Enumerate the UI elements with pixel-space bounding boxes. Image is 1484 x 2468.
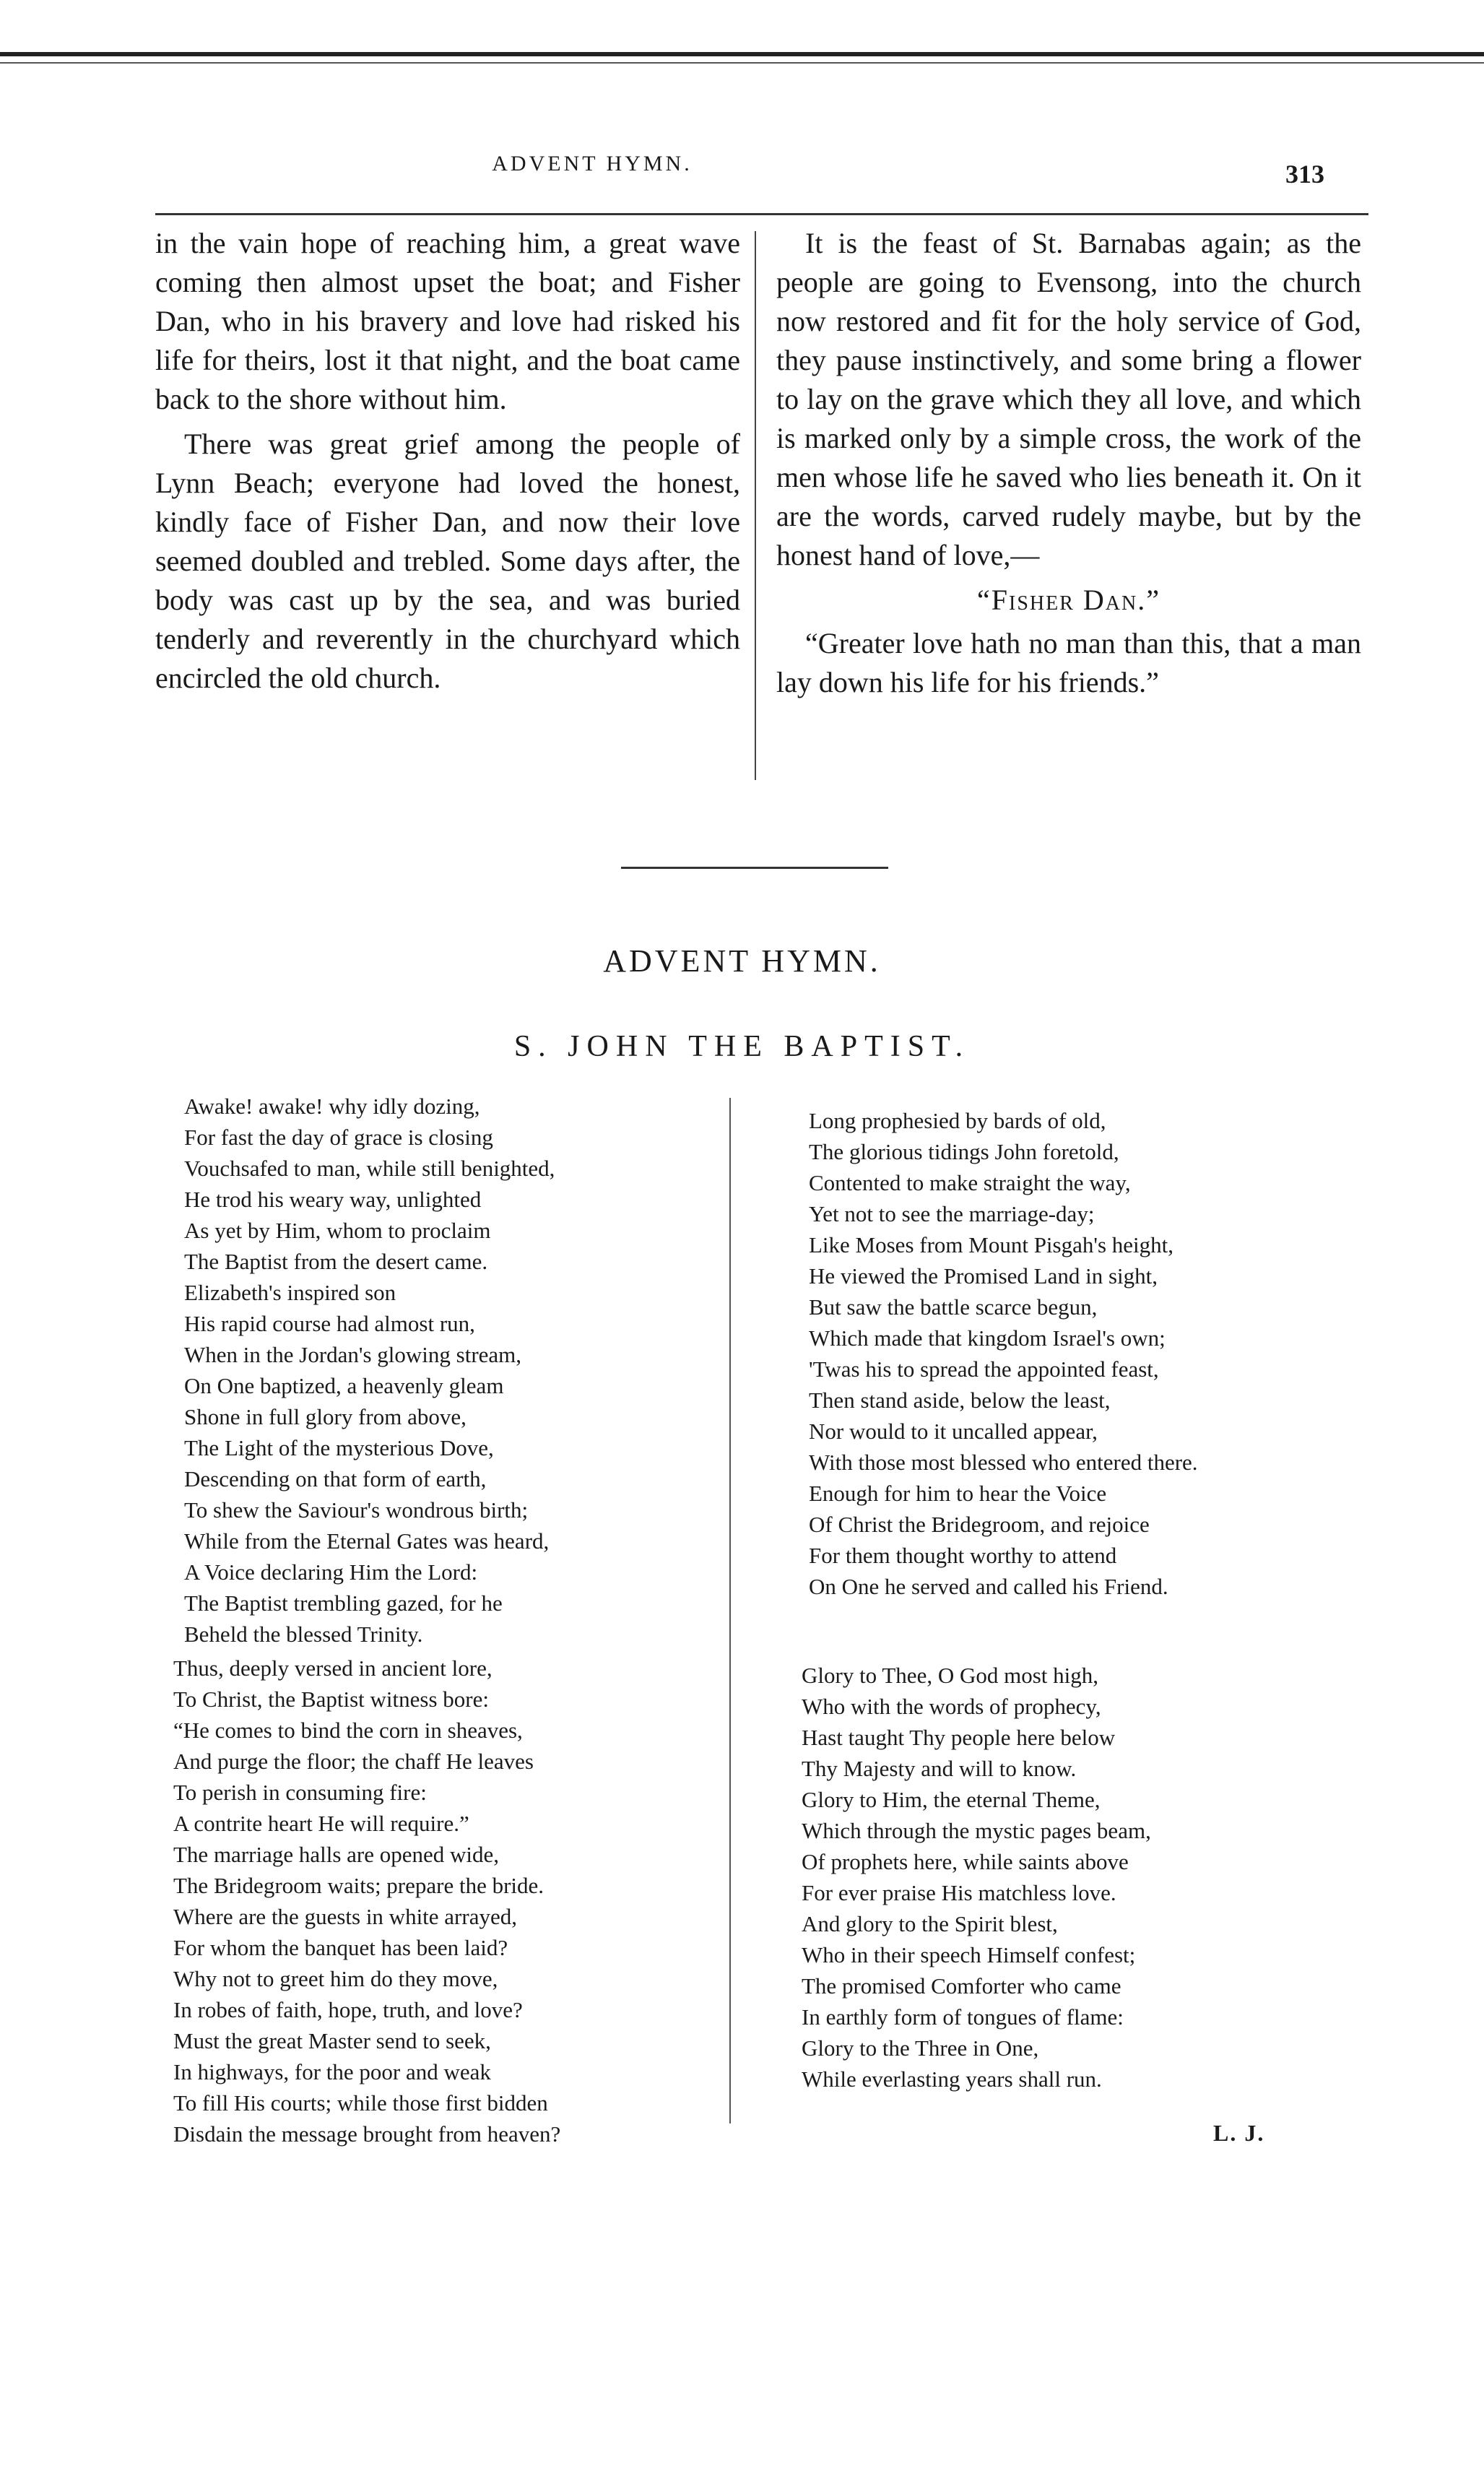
hymn-line: Must the great Master send to seek, xyxy=(173,2028,491,2053)
hymn-line: To Christ, the Baptist witness bore: xyxy=(173,1687,489,1712)
hymn-line: When in the Jordan's glowing stream, xyxy=(184,1342,522,1367)
hymn-line: Then stand aside, below the least, xyxy=(809,1387,1111,1413)
hymn-line: “He comes to bind the corn in sheaves, xyxy=(173,1718,523,1743)
hymn-line: The glorious tidings John foretold, xyxy=(809,1139,1119,1164)
hymn-line: The Baptist trembling gazed, for he xyxy=(184,1590,503,1616)
hymn-line: While from the Eternal Gates was heard, xyxy=(184,1528,550,1554)
hymn-line: To shew the Saviour's wondrous birth; xyxy=(184,1497,529,1523)
hymn-line: On One he served and called his Friend. xyxy=(809,1574,1168,1599)
hymn-line: Descending on that form of earth, xyxy=(184,1466,487,1491)
hymn-line: He viewed the Promised Land in sight, xyxy=(809,1263,1158,1289)
epitaph-text: “Greater love hath no man than this, that a man lay down his life for his friends.” xyxy=(776,627,1361,698)
hymn-line: Glory to the Three in One, xyxy=(802,2035,1039,2061)
hymn-line: A contrite heart He will require.” xyxy=(173,1811,469,1836)
section-separator xyxy=(621,867,888,869)
hymn-line: To fill His courts; while those first bidden xyxy=(173,2090,548,2116)
page-number: 313 xyxy=(1285,160,1324,189)
hymn-line: In robes of faith, hope, truth, and love? xyxy=(173,1997,523,2022)
hymn-line: With those most blessed who entered there. xyxy=(809,1450,1198,1475)
hymn-line: Vouchsafed to man, while still benighted, xyxy=(184,1156,555,1181)
hymn-line: 'Twas his to spread the appointed feast, xyxy=(809,1356,1159,1382)
hymn-line: For whom the banquet has been laid? xyxy=(173,1935,508,1960)
hymn-line: Contented to make straight the way, xyxy=(809,1170,1131,1195)
hymn-line: The marriage halls are opened wide, xyxy=(173,1842,500,1867)
hymn-line: For them thought worthy to attend xyxy=(809,1543,1117,1568)
running-head: ADVENT HYMN. xyxy=(492,152,693,176)
hymn-line: Long prophesied by bards of old, xyxy=(809,1108,1106,1133)
hymn-line: Elizabeth's inspired son xyxy=(184,1280,396,1305)
story-left-column xyxy=(155,224,740,703)
hymn-line: Of Christ the Bridegroom, and rejoice xyxy=(809,1512,1150,1537)
hymn-line: Why not to greet him do they move, xyxy=(173,1966,498,1991)
hymn-line: Who in their speech Himself confest; xyxy=(802,1942,1136,1967)
hymn-line: A Voice declaring Him the Lord: xyxy=(184,1559,478,1585)
hymn-line: As yet by Him, whom to proclaim xyxy=(184,1218,491,1243)
hymn-line: For fast the day of grace is closing xyxy=(184,1125,493,1150)
hymn-line: Awake! awake! why idly dozing, xyxy=(184,1094,480,1119)
hymn-line: His rapid course had almost run, xyxy=(184,1311,475,1336)
hymn-line: He trod his weary way, unlighted xyxy=(184,1187,482,1212)
hymn-line: Which made that kingdom Israel's own; xyxy=(809,1325,1166,1351)
hymn-line: The Light of the mysterious Dove, xyxy=(184,1435,494,1460)
hymn-stanza-left-1 xyxy=(184,1091,555,1650)
hymn-line: Yet not to see the marriage-day; xyxy=(809,1201,1095,1226)
hymn-line: Like Moses from Mount Pisgah's height, xyxy=(809,1232,1174,1257)
hymn-line: The promised Comforter who came xyxy=(802,1973,1121,1999)
story-paragraph: It is the feast of St. Barnabas again; as the people are going to Evensong, into the church now restored and fit for the holy service of God, they pause instinctively, and some bring a flower to lay on the grave which they all love, and which is marked only by a simple cross, the work of the men whose life he saved who lies beneath it. On it are the words, carved rudely maybe, but by the honest hand of love,— xyxy=(776,227,1361,571)
hymn-line: The Bridegroom waits; prepare the bride. xyxy=(173,1873,544,1898)
hymn-subtitle: S. JOHN THE BAPTIST. xyxy=(513,1030,971,1063)
top-border-rule-thin xyxy=(0,62,1484,64)
hymn-line: In earthly form of tongues of flame: xyxy=(802,2004,1124,2030)
hymn-title: ADVENT HYMN. xyxy=(603,943,881,979)
hymn-line: Who with the words of prophecy, xyxy=(802,1694,1101,1719)
author-initials: L. J. xyxy=(1213,2120,1265,2146)
hymn-stanza-left-2 xyxy=(173,1653,560,2149)
hymn-stanza-right-1 xyxy=(809,1105,1198,1602)
hymn-line: In highways, for the poor and weak xyxy=(173,2059,491,2084)
hymn-line: While everlasting years shall run. xyxy=(802,2066,1102,2092)
hymn-line: The Baptist from the desert came. xyxy=(184,1249,488,1274)
hymn-line: Of prophets here, while saints above xyxy=(802,1849,1129,1874)
hymn-line: To perish in consuming fire: xyxy=(173,1780,427,1805)
story-right-column xyxy=(776,224,1361,708)
hymn-line: Thy Majesty and will to know. xyxy=(802,1756,1077,1781)
hymn-line: And purge the floor; the chaff He leaves xyxy=(173,1749,534,1774)
top-border-rule xyxy=(0,52,1484,56)
hymn-line: Glory to Him, the eternal Theme, xyxy=(802,1787,1101,1812)
hymn-column-divider xyxy=(729,1098,731,2123)
hymn-line: Disdain the message brought from heaven? xyxy=(173,2121,561,2147)
hymn-line: Enough for him to hear the Voice xyxy=(809,1481,1107,1506)
story-paragraph: There was great grief among the people of Lynn Beach; everyone had loved the honest, kindly face of Fisher Dan, and now their love seemed doubled and trebled. Some days after, the body was cast up by the sea, and was buried tenderly and reverently in the churchyard which encircled the old church. xyxy=(155,428,740,694)
story-paragraph: in the vain hope of reaching him, a great wave coming then almost upset the boat; and Fisher Dan, who in his bravery and love had risked his life for theirs, lost it that night, and the boat came back to the shore without him. xyxy=(155,227,740,415)
hymn-line: And glory to the Spirit blest, xyxy=(802,1911,1058,1936)
hymn-line: Hast taught Thy people here below xyxy=(802,1725,1116,1750)
hymn-line: Shone in full glory from above, xyxy=(184,1404,467,1429)
hymn-line: Which through the mystic pages beam, xyxy=(802,1818,1151,1843)
hymn-stanza-right-2 xyxy=(802,1660,1151,2095)
hymn-line: Nor would to it uncalled appear, xyxy=(809,1419,1098,1444)
hymn-line: Thus, deeply versed in ancient lore, xyxy=(173,1655,493,1681)
header-rule xyxy=(155,213,1368,215)
column-divider xyxy=(755,231,756,780)
hymn-line: Beheld the blessed Trinity. xyxy=(184,1621,423,1647)
hymn-line: But saw the battle scarce begun, xyxy=(809,1294,1098,1320)
hymn-line: On One baptized, a heavenly gleam xyxy=(184,1373,504,1398)
hymn-line: For ever praise His matchless love. xyxy=(802,1880,1116,1905)
hymn-line: Where are the guests in white arrayed, xyxy=(173,1904,517,1929)
epitaph-name: “Fisher Dan.” xyxy=(977,584,1160,616)
hymn-line: Glory to Thee, O God most high, xyxy=(802,1663,1099,1688)
